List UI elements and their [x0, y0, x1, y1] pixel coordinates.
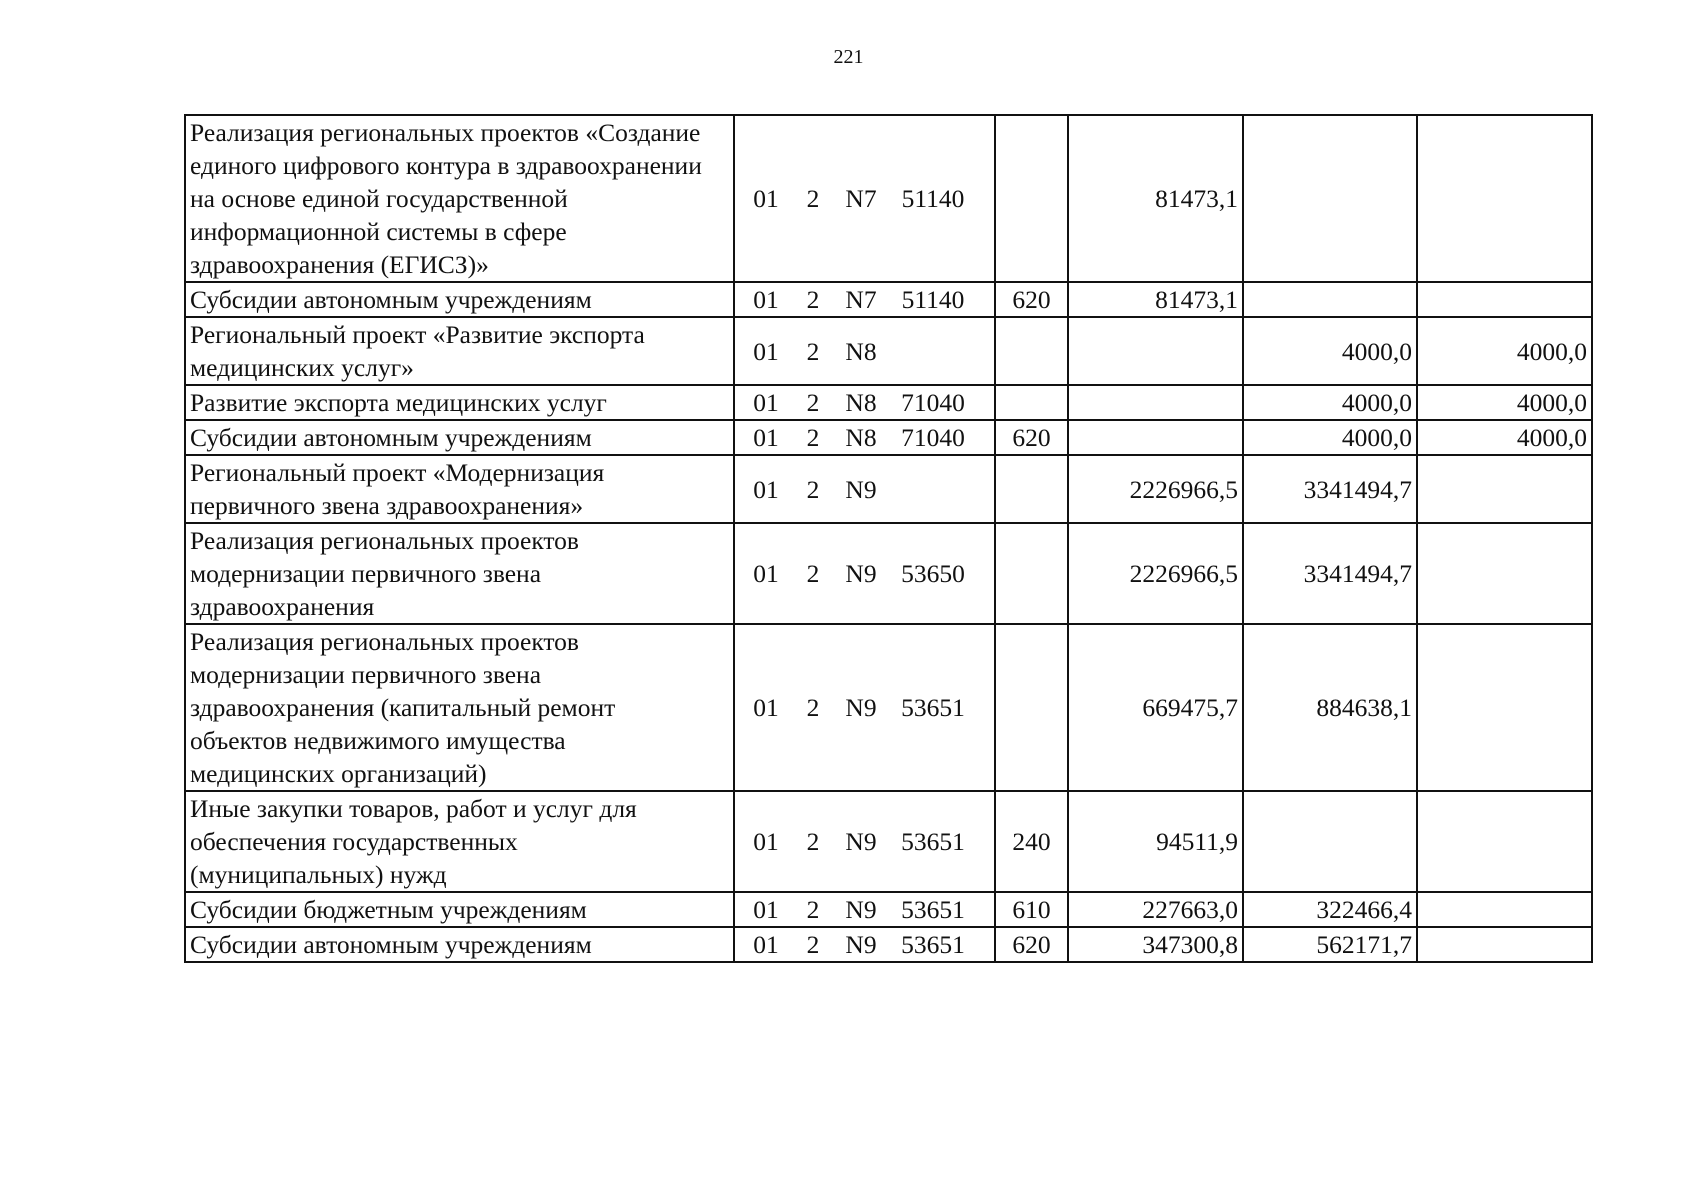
table-row [185, 385, 1592, 420]
target-article-code-cell [734, 420, 995, 455]
table-row [185, 115, 1592, 282]
amount-year-1 [1068, 420, 1243, 455]
expense-name-line: Региональный проект «Модернизация [190, 458, 605, 487]
project-code: N9 [845, 895, 877, 924]
expense-name-cell [185, 385, 734, 420]
expense-type-code: 610 [995, 892, 1068, 927]
program-code: 01 [753, 474, 779, 504]
expense-name-cell [185, 892, 734, 927]
target-article-code-cell [734, 523, 995, 624]
amount-year-1 [1068, 385, 1243, 420]
expense-name-line: Реализация региональных проектов [190, 526, 579, 555]
project-code: N7 [845, 285, 877, 314]
amount-year-1: 669475,7 [1068, 624, 1243, 791]
expense-type-code: 620 [995, 420, 1068, 455]
amount-year-1: 2226966,5 [1068, 523, 1243, 624]
expense-name-line: медицинских услуг» [190, 353, 414, 382]
amount-year-1: 94511,9 [1068, 791, 1243, 892]
project-code: N9 [845, 930, 877, 959]
expense-name-cell [185, 791, 734, 892]
program-code: 01 [753, 559, 779, 588]
expense-type-code [995, 455, 1068, 523]
expense-name-cell [185, 420, 734, 455]
subprogram-code: 2 [806, 423, 820, 452]
expense-type-code [995, 523, 1068, 624]
target-article-code-cell [734, 927, 995, 962]
amount-year-1: 227663,0 [1068, 892, 1243, 927]
expense-name-line: Субсидии автономным учреждениям [190, 423, 592, 452]
subprogram-code: 2 [806, 474, 820, 504]
expense-name-line: модернизации первичного звена [190, 660, 542, 689]
project-code: N8 [845, 423, 877, 452]
expense-name-cell [185, 927, 734, 962]
direction-code: 71040 [901, 423, 965, 452]
budget-table [184, 114, 1593, 963]
expense-name-line: на основе единой государственной [190, 184, 568, 213]
direction-code: 53651 [901, 827, 965, 856]
project-code: N9 [845, 693, 877, 722]
target-article-code-cell [734, 115, 995, 282]
page-number: 221 [833, 46, 864, 68]
table-row [185, 624, 1592, 791]
expense-type-code [995, 317, 1068, 385]
program-code: 01 [753, 423, 779, 452]
direction-code: 53651 [901, 930, 965, 959]
expense-name-line: Развитие экспорта медицинских услуг [190, 388, 607, 417]
subprogram-code: 2 [806, 693, 820, 722]
amount-year-2: 3341494,7 [1243, 523, 1417, 624]
target-article-code-cell [734, 455, 995, 523]
amount-year-3: 4000,0 [1417, 317, 1592, 385]
project-code: N7 [845, 184, 877, 213]
program-code: 01 [753, 184, 779, 213]
program-code: 01 [753, 930, 779, 959]
amount-year-2 [1243, 791, 1417, 892]
expense-name-line: здравоохранения (капитальный ремонт [190, 693, 616, 722]
amount-year-2: 884638,1 [1243, 624, 1417, 791]
target-article-code-cell [734, 892, 995, 927]
project-code: N9 [845, 559, 877, 588]
table-row [185, 420, 1592, 455]
amount-year-2: 4000,0 [1243, 420, 1417, 455]
amount-year-1 [1068, 317, 1243, 385]
expense-type-code: 620 [995, 927, 1068, 962]
expense-name-line: единого цифрового контура в здравоохранении [190, 151, 702, 180]
amount-year-1: 347300,8 [1068, 927, 1243, 962]
amount-year-1: 81473,1 [1068, 115, 1243, 282]
amount-year-1: 2226966,5 [1068, 455, 1243, 523]
expense-type-code [995, 624, 1068, 791]
expense-name-line: Субсидии автономным учреждениям [190, 285, 592, 314]
amount-year-2: 4000,0 [1243, 317, 1417, 385]
expense-type-code: 240 [995, 791, 1068, 892]
direction-code: 51140 [901, 285, 965, 314]
target-article-code-cell [734, 317, 995, 385]
expense-name-cell [185, 624, 734, 791]
subprogram-code: 2 [806, 827, 820, 856]
expense-name-line: (муниципальных) нужд [190, 860, 447, 889]
expense-name-line: информационной системы в сфере [190, 217, 567, 246]
budget-table-body [185, 115, 1592, 962]
expense-name-line: здравоохранения (ЕГИСЗ)» [190, 250, 489, 279]
table-row [185, 892, 1592, 927]
program-code: 01 [753, 285, 779, 314]
program-code: 01 [753, 895, 779, 924]
expense-name-line: первичного звена здравоохранения» [190, 491, 584, 520]
expense-type-code [995, 385, 1068, 420]
subprogram-code: 2 [806, 559, 820, 588]
direction-code: 53651 [901, 895, 965, 924]
amount-year-2: 3341494,7 [1243, 455, 1417, 523]
amount-year-3: 4000,0 [1417, 420, 1592, 455]
amount-year-3 [1417, 791, 1592, 892]
expense-type-code [995, 115, 1068, 282]
amount-year-2 [1243, 115, 1417, 282]
amount-year-3 [1417, 927, 1592, 962]
target-article-code-cell [734, 791, 995, 892]
target-article-code-cell [734, 282, 995, 317]
project-code: N8 [845, 336, 877, 366]
expense-name-line: Субсидии бюджетным учреждениям [190, 895, 587, 924]
subprogram-code: 2 [806, 336, 820, 366]
amount-year-3: 4000,0 [1417, 385, 1592, 420]
table-row [185, 927, 1592, 962]
table-row [185, 282, 1592, 317]
expense-name-line: модернизации первичного звена [190, 559, 542, 588]
amount-year-2: 322466,4 [1243, 892, 1417, 927]
table-row [185, 523, 1592, 624]
expense-name-cell [185, 282, 734, 317]
target-article-code-cell [734, 624, 995, 791]
amount-year-2: 562171,7 [1243, 927, 1417, 962]
expense-name-line: объектов недвижимого имущества [190, 726, 566, 755]
table-row [185, 317, 1592, 385]
subprogram-code: 2 [806, 388, 820, 417]
expense-name-line: медицинских организаций) [190, 759, 487, 788]
direction-code: 71040 [901, 388, 965, 417]
program-code: 01 [753, 827, 779, 856]
expense-name-line: Региональный проект «Развитие экспорта [190, 320, 645, 349]
subprogram-code: 2 [806, 930, 820, 959]
project-code: N8 [845, 388, 877, 417]
amount-year-3 [1417, 455, 1592, 523]
program-code: 01 [753, 388, 779, 417]
expense-name-cell [185, 115, 734, 282]
expense-name-cell [185, 455, 734, 523]
amount-year-2 [1243, 282, 1417, 317]
amount-year-1: 81473,1 [1068, 282, 1243, 317]
project-code: N9 [845, 474, 877, 504]
expense-name-line: здравоохранения [190, 592, 375, 621]
amount-year-3 [1417, 115, 1592, 282]
target-article-code-cell [734, 385, 995, 420]
expense-name-line: Реализация региональных проектов [190, 627, 579, 656]
program-code: 01 [753, 693, 779, 722]
amount-year-3 [1417, 523, 1592, 624]
table-row [185, 791, 1592, 892]
amount-year-3 [1417, 624, 1592, 791]
expense-name-cell [185, 317, 734, 385]
subprogram-code: 2 [806, 285, 820, 314]
subprogram-code: 2 [806, 895, 820, 924]
direction-code: 51140 [901, 184, 965, 213]
table-row [185, 455, 1592, 523]
expense-name-line: Субсидии автономным учреждениям [190, 930, 592, 959]
project-code: N9 [845, 827, 877, 856]
expense-name-cell [185, 523, 734, 624]
direction-code: 53651 [901, 693, 965, 722]
subprogram-code: 2 [806, 184, 820, 213]
program-code: 01 [753, 336, 779, 366]
amount-year-3 [1417, 892, 1592, 927]
expense-name-line: Иные закупки товаров, работ и услуг для [190, 794, 637, 823]
amount-year-2: 4000,0 [1243, 385, 1417, 420]
expense-type-code: 620 [995, 282, 1068, 317]
expense-name-line: обеспечения государственных [190, 827, 518, 856]
expense-name-line: Реализация региональных проектов «Создание [190, 118, 701, 147]
direction-code: 53650 [901, 559, 965, 588]
amount-year-3 [1417, 282, 1592, 317]
